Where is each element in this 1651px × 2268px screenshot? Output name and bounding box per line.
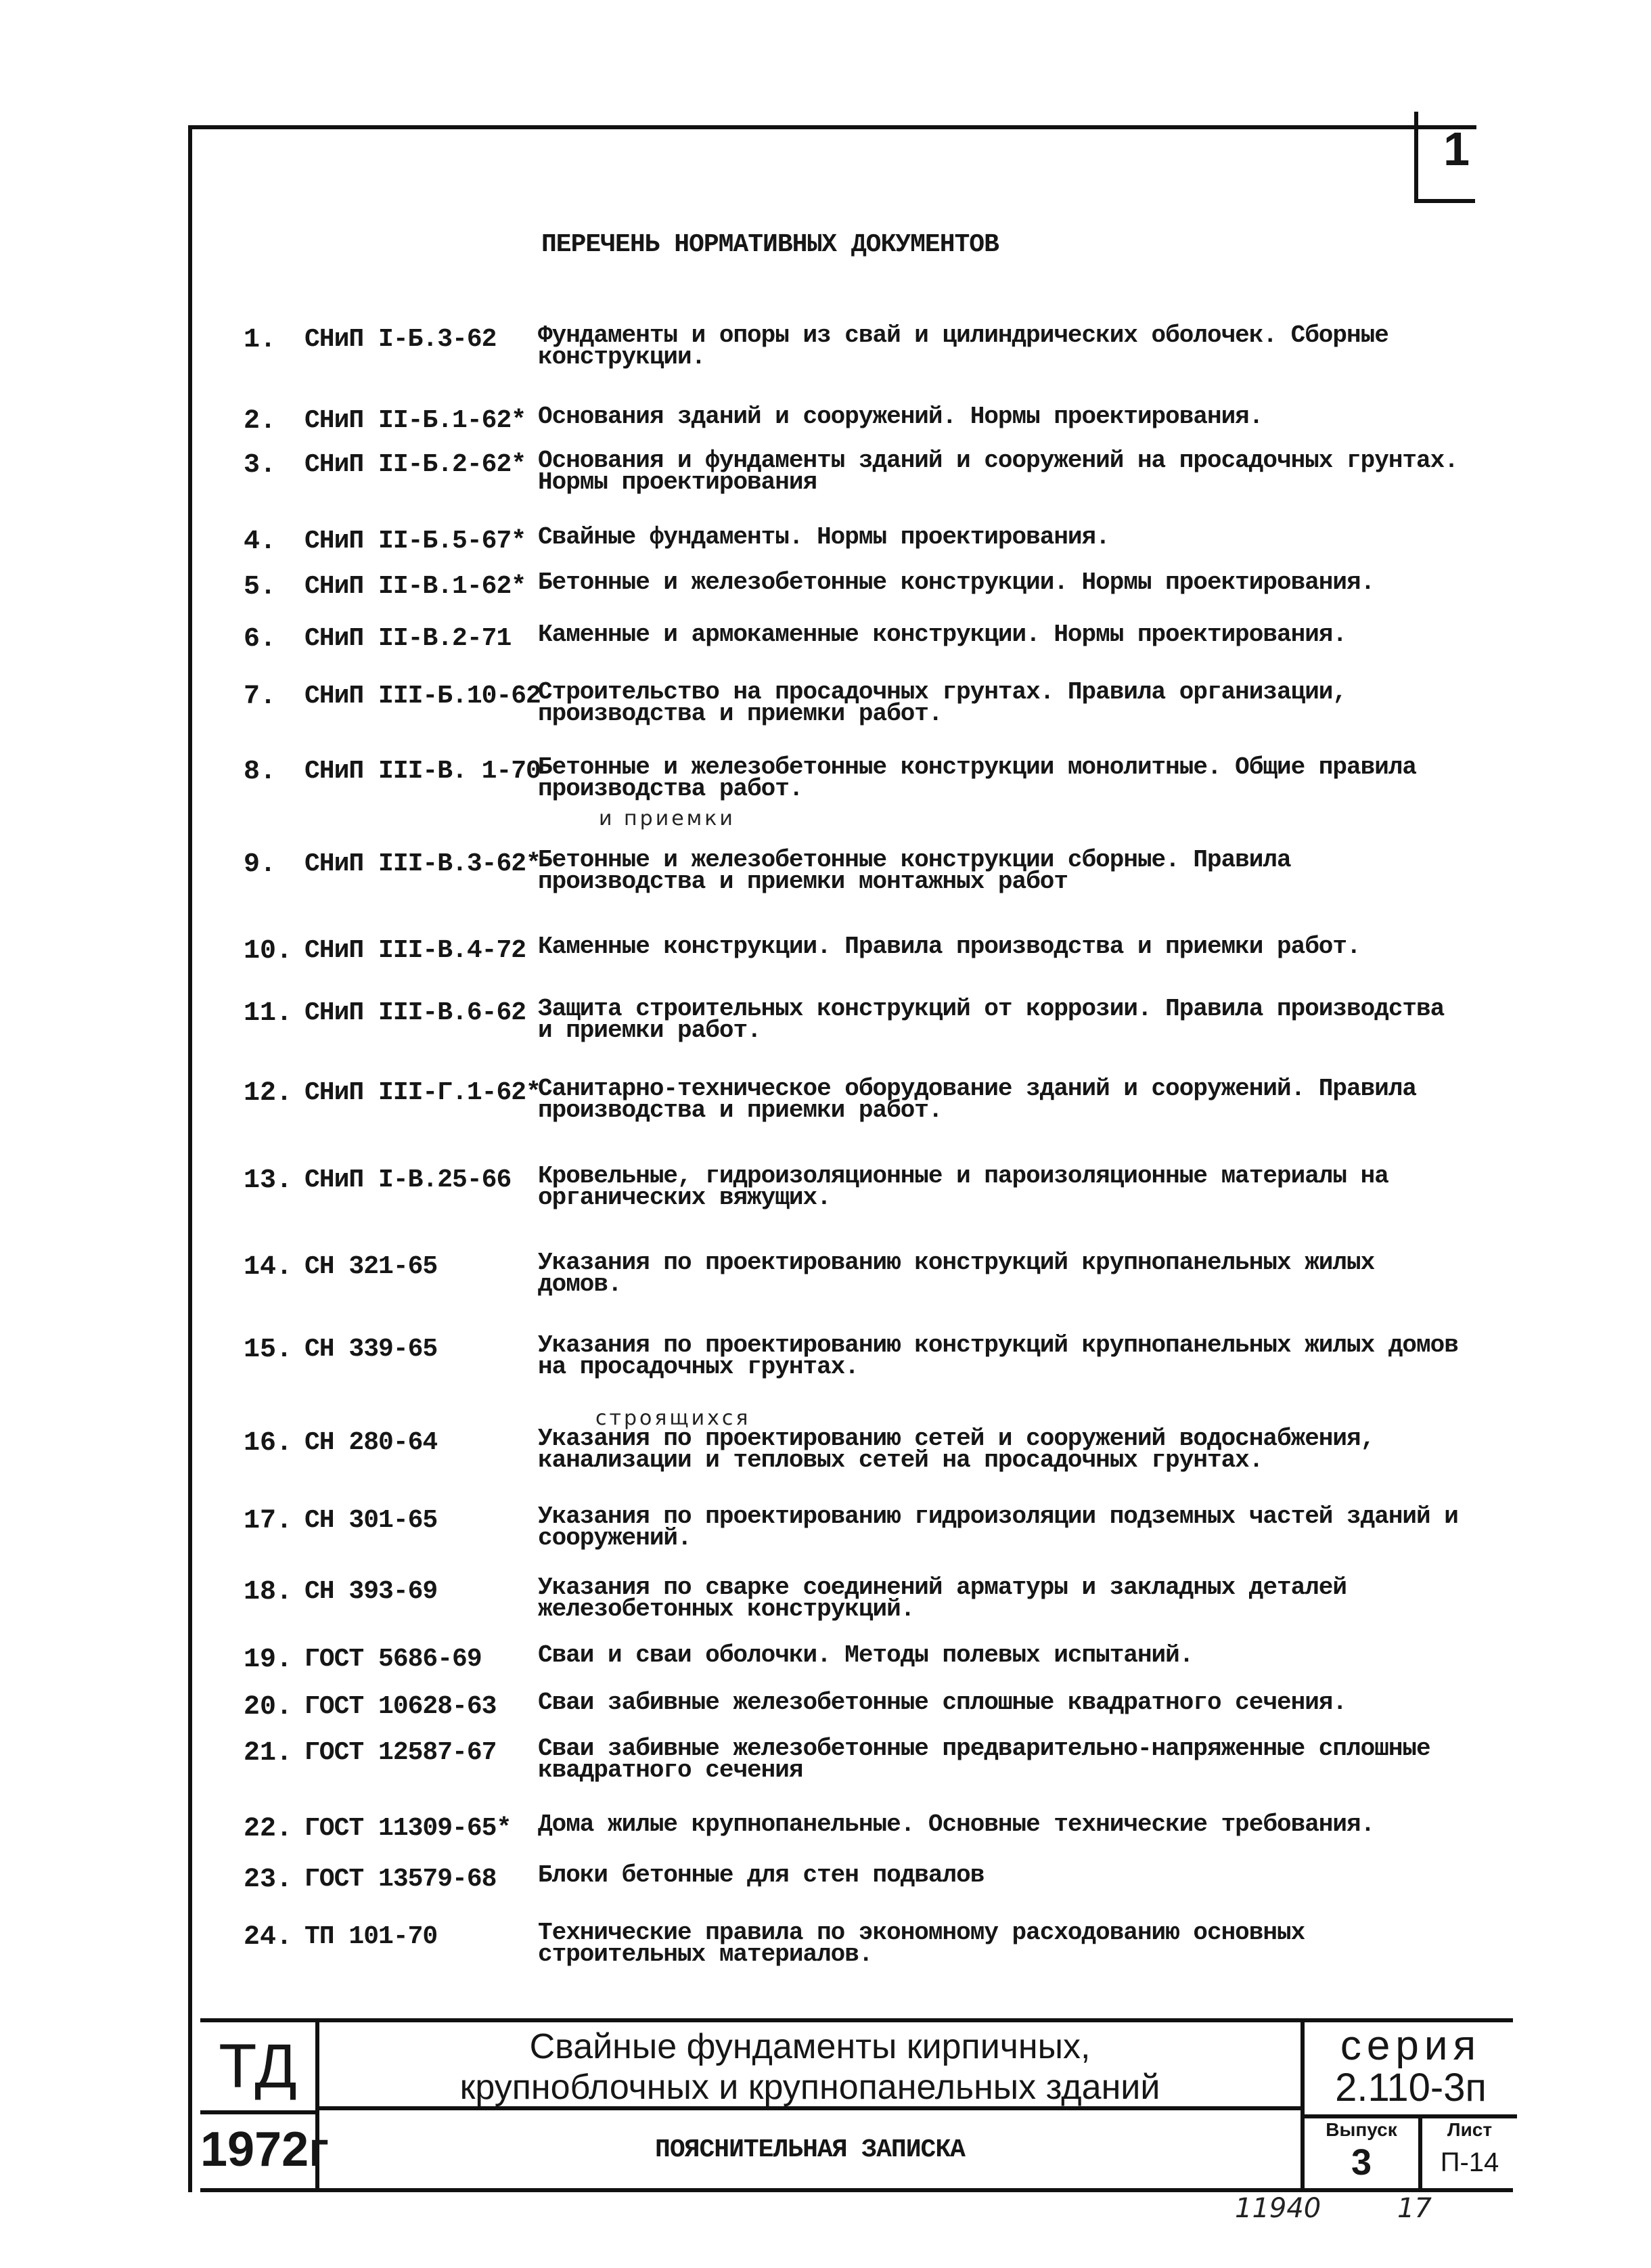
item-number: 3.: [244, 450, 277, 481]
item-description: Сваи и сваи оболочки. Методы полевых испытаний.: [538, 1641, 1194, 1669]
item-description: Указания по проектированию конструкций крупнопанельных жилых домов на просадочных грунтах.: [538, 1331, 1458, 1381]
item-code: СНиП III-В.4-72: [304, 936, 526, 965]
item-code: СН 301-65: [304, 1506, 438, 1535]
item-description: Указания по сварке соединений арматуры и закладных деталей железобетонных конструкций.: [538, 1574, 1347, 1623]
series-label: серия: [1340, 2022, 1482, 2069]
item-number: 19.: [244, 1645, 293, 1675]
item-number: 9.: [244, 849, 277, 880]
item-code: СНиП II-В.1-62*: [304, 572, 526, 601]
handwritten-note-item-15: строящихся: [595, 1406, 751, 1430]
item-code: СНиП I-В.25-66: [304, 1165, 512, 1195]
td-mark: ТД: [200, 2022, 315, 2114]
corner-sheet-mark: [1414, 112, 1475, 203]
item-number: 14.: [244, 1252, 293, 1283]
item-description: Кровельные, гидроизоляционные и пароизоляционные материалы на органических вяжущих.: [538, 1162, 1388, 1211]
item-number: 11.: [244, 998, 293, 1029]
item-code: СНиП II-Б.2-62*: [304, 450, 526, 479]
item-code: ГОСТ 5686-69: [304, 1645, 482, 1674]
sheet-cell: [1422, 2118, 1517, 2189]
item-description: Бетонные и железобетонные конструкции сборные. Правила производства и приемки монтажных работ: [538, 846, 1291, 895]
item-description: Основания и фундаменты зданий и сооружений на просадочных грунтах. Нормы проектирования: [538, 447, 1458, 496]
item-code: СН 321-65: [304, 1252, 438, 1281]
handwritten-archive-number: 11940: [1235, 2193, 1321, 2224]
item-description: Сваи забивные железобетонные предварительно-напряженные сплошные квадратного сечения: [538, 1735, 1430, 1784]
item-description: Указания по проектированию конструкций крупнопанельных жилых домов.: [538, 1249, 1375, 1298]
item-description: Указания по проектированию гидроизоляции подземных частей зданий и сооружений.: [538, 1503, 1458, 1552]
item-description: Основания зданий и сооружений. Нормы проектирования.: [538, 403, 1263, 430]
item-number: 22.: [244, 1814, 293, 1844]
title-block-left: [200, 2022, 330, 2188]
item-number: 2.: [244, 406, 277, 437]
item-description: Технические правила по экономному расходованию основных строительных материалов.: [538, 1919, 1305, 1968]
item-code: ГОСТ 11309-65*: [304, 1814, 512, 1843]
document-list-title: ПЕРЕЧЕНЬ НОРМАТИВНЫХ ДОКУМЕНТОВ: [541, 230, 999, 259]
item-description: Строительство на просадочных грунтах. Правила организации, производства и приемки работ.: [538, 678, 1347, 728]
item-code: СНиП II-Б.1-62*: [304, 406, 526, 435]
title-block-right: [1301, 2022, 1517, 2188]
issue-value: 3: [1351, 2142, 1372, 2183]
sheet-label: Лист: [1447, 2119, 1493, 2140]
item-description: Каменные и армокаменные конструкции. Нормы проектирования.: [538, 621, 1347, 648]
item-number: 10.: [244, 936, 293, 966]
item-number: 20.: [244, 1692, 293, 1722]
item-number: 1.: [244, 325, 277, 355]
item-code: СНиП III-В. 1-70: [304, 757, 541, 786]
year-mark: 1972г: [200, 2122, 330, 2177]
item-number: 6.: [244, 624, 277, 654]
item-number: 5.: [244, 572, 277, 602]
item-description: Санитарно-техническое оборудование зданий и сооружений. Правила производства и приемки работ.: [538, 1075, 1417, 1124]
project-name-line2: крупноблочных и крупнопанельных зданий: [459, 2068, 1160, 2107]
title-block: [200, 2018, 1513, 2192]
item-number: 16.: [244, 1428, 293, 1459]
sheet-value: П-14: [1440, 2148, 1499, 2177]
item-number: 7.: [244, 682, 277, 712]
item-description: Блоки бетонные для стен подвалов: [538, 1861, 985, 1889]
item-code: СНиП II-В.2-71: [304, 624, 512, 653]
series-value: 2.110-3п: [1335, 2066, 1487, 2110]
item-code: СНиП III-В.3-62*: [304, 849, 541, 879]
project-name-line1: Свайные фундаменты кирпичных,: [529, 2027, 1091, 2066]
item-code: СНиП III-Б.10-62: [304, 682, 541, 711]
item-code: СН 339-65: [304, 1335, 438, 1364]
item-code: СНиП III-Г.1-62*: [304, 1078, 541, 1107]
handwritten-page-number: 17: [1397, 2193, 1432, 2224]
handwritten-note-item-8: и приемки: [599, 807, 736, 830]
project-name: [319, 2022, 1301, 2110]
issue-label: Выпуск: [1326, 2119, 1397, 2140]
item-number: 8.: [244, 757, 277, 787]
item-code: ГОСТ 12587-67: [304, 1738, 497, 1767]
issue-cell: [1305, 2118, 1422, 2189]
item-code: ГОСТ 13579-68: [304, 1865, 497, 1894]
item-code: СН 393-69: [304, 1577, 438, 1606]
item-description: Защита строительных конструкций от коррозии. Правила производства и приемки работ.: [538, 995, 1445, 1044]
item-code: СН 280-64: [304, 1428, 438, 1457]
item-number: 24.: [244, 1922, 293, 1953]
item-number: 4.: [244, 527, 277, 557]
item-code: ТП 101-70: [304, 1922, 438, 1951]
item-code: ГОСТ 10628-63: [304, 1692, 497, 1721]
item-number: 15.: [244, 1335, 293, 1365]
item-code: СНиП I-Б.3-62: [304, 325, 497, 354]
item-code: СНиП III-В.6-62: [304, 998, 526, 1027]
corner-mark-text: 1: [1443, 123, 1470, 175]
item-number: 18.: [244, 1577, 293, 1607]
item-number: 17.: [244, 1506, 293, 1536]
document-subtitle: ПОЯСНИТЕЛЬНАЯ ЗАПИСКА: [655, 2135, 965, 2164]
item-description: Указания по проектированию сетей и сооружений водоснабжения, канализации и тепловых сетей на просадочных грунтах.: [538, 1425, 1375, 1474]
item-description: Фундаменты и опоры из свай и цилиндрических оболочек. Сборные конструкции.: [538, 321, 1388, 371]
item-description: Свайные фундаменты. Нормы проектирования.: [538, 523, 1110, 551]
issue-sheet-cells: [1305, 2114, 1517, 2189]
item-description: Дома жилые крупнопанельные. Основные технические требования.: [538, 1810, 1375, 1838]
item-description: Сваи забивные железобетонные сплошные квадратного сечения.: [538, 1689, 1347, 1716]
item-number: 13.: [244, 1165, 293, 1196]
item-code: СНиП II-Б.5-67*: [304, 527, 526, 556]
item-number: 12.: [244, 1078, 293, 1109]
item-number: 23.: [244, 1865, 293, 1895]
item-description: Бетонные и железобетонные конструкции. Нормы проектирования.: [538, 569, 1375, 596]
item-number: 21.: [244, 1738, 293, 1769]
item-description: Каменные конструкции. Правила производства и приемки работ.: [538, 933, 1361, 960]
item-description: Бетонные и железобетонные конструкции монолитные. Общие правила производства работ.: [538, 753, 1417, 803]
